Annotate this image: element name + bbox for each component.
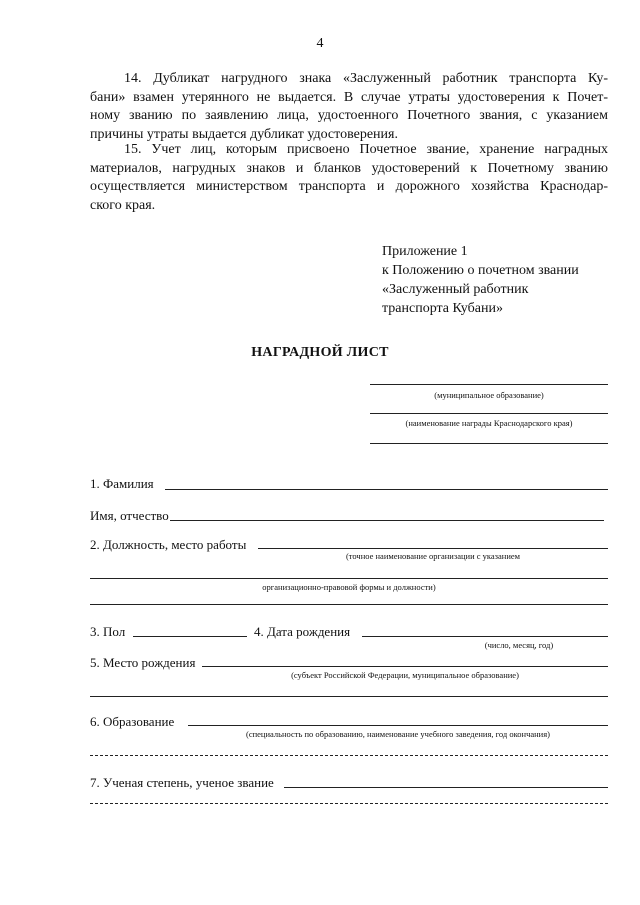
appendix-line: транспорта Кубани» [382, 301, 503, 316]
sex-label: 3. Пол [90, 624, 126, 639]
position-field-continued[interactable] [90, 578, 608, 579]
appendix-line: Приложение 1 [382, 244, 468, 259]
degree-field-continued[interactable] [90, 803, 608, 804]
birth-date-caption: (число, месяц, год) [484, 640, 554, 650]
birth-place-field-continued[interactable] [90, 696, 608, 697]
award-name-line [370, 413, 608, 414]
education-caption: (специальность по образованию, наименование учебного заведения, год окончания) [246, 729, 550, 739]
sex-field[interactable] [133, 636, 247, 637]
position-field-extra[interactable] [90, 604, 608, 605]
appendix-line: «Заслуженный работник [382, 282, 529, 297]
municipality-line [370, 384, 608, 385]
surname-label: 1. Фамилия [90, 476, 154, 491]
name-field[interactable] [170, 520, 604, 521]
paragraph-line: 15. Учет лиц, которым присвоено Почетное звание, хранение наградных [124, 142, 608, 157]
page-number: 4 [316, 36, 324, 51]
appendix-line: к Положению о почетном звании [382, 263, 579, 278]
award-name-extra-line [370, 443, 608, 444]
paragraph-line: материалов, нагрудных знаков и бланков удостоверений к Почетному званию [90, 160, 608, 176]
org-caption-continued: организационно-правовой формы и должности) [262, 582, 436, 592]
education-field-continued[interactable] [90, 755, 608, 756]
paragraph-line: ному званию по заявлению лица, удостоенного Почетного звания, с указанием [90, 108, 608, 124]
paragraph-line: 14. Дубликат нагрудного знака «Заслуженный работник транспорта Ку- [124, 71, 608, 86]
paragraph-15 [90, 141, 608, 215]
birth-place-field[interactable] [202, 666, 608, 667]
paragraph-line: бани» взамен утерянного не выдается. В случае утраты удостоверения к Почет- [90, 89, 608, 105]
birth-date-field[interactable] [362, 636, 608, 637]
paragraph-line: причины утраты выдается дубликат удостоверения. [90, 126, 398, 142]
paragraph-line: осуществляется министерством транспорта и дорожного хозяйства Краснодар- [90, 179, 608, 195]
org-caption: (точное наименование организации с указанием [345, 551, 521, 561]
award-name-caption: (наименование награды Краснодарского края) [405, 418, 573, 428]
surname-field[interactable] [165, 489, 608, 490]
education-field[interactable] [188, 725, 608, 726]
degree-label: 7. Ученая степень, ученое звание [90, 775, 274, 790]
birth-place-caption: (субъект Российской Федерации, муниципальное образование) [291, 670, 519, 680]
paragraph-line: ского края. [90, 197, 156, 213]
birth-place-label: 5. Место рождения [90, 655, 196, 670]
education-label: 6. Образование [90, 714, 175, 729]
paragraph-14 [90, 70, 608, 144]
position-field[interactable] [258, 548, 608, 549]
form-title: НАГРАДНОЙ ЛИСТ [251, 345, 389, 360]
degree-field[interactable] [284, 787, 608, 788]
municipality-caption: (муниципальное образование) [434, 390, 544, 400]
birth-date-label: 4. Дата рождения [254, 624, 351, 639]
name-label: Имя, отчество [90, 508, 169, 523]
position-label: 2. Должность, место работы [90, 537, 247, 552]
